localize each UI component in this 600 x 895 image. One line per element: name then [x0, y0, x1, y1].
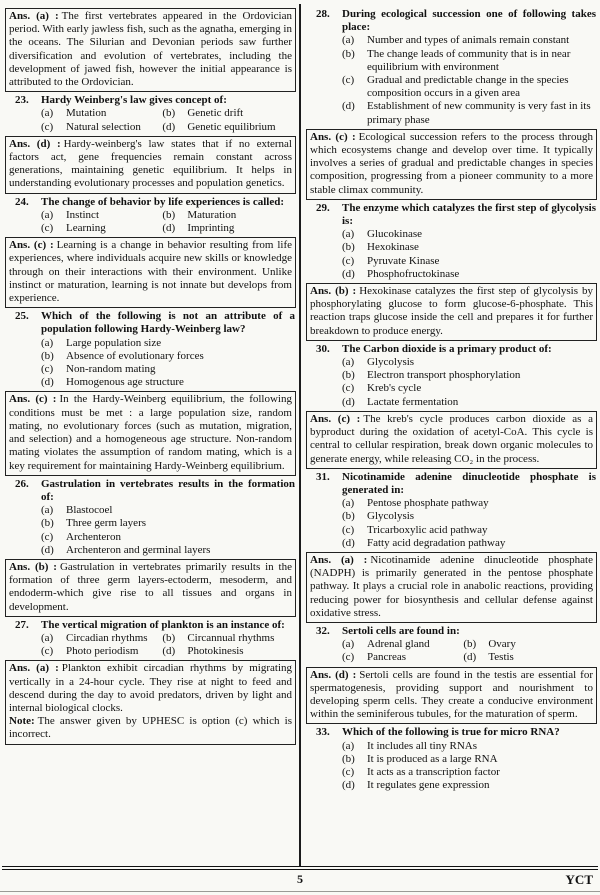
option-text: Photo periodism	[66, 645, 139, 658]
answer-text: Gastrulation in vertebrates primarily results in the formation of three germ layers-ectoderm, mesoderm, and endoderm-which give rise to all tissues and organs in development.	[9, 560, 292, 613]
answer-box	[5, 660, 296, 744]
option-c	[342, 524, 597, 537]
option-c	[41, 121, 160, 134]
question-text: Which of the following is not an attribute of a population following Hardy-Weinberg law?	[41, 310, 295, 336]
option-d	[342, 100, 597, 126]
option-label: (c)	[41, 222, 54, 235]
answer-label: Ans. (c) :	[9, 239, 54, 252]
option-c	[41, 222, 160, 235]
answer-label: Ans. (c) :	[310, 130, 356, 143]
option-d	[342, 268, 597, 281]
option-d	[342, 779, 597, 792]
option-text: Phosphofructokinase	[367, 267, 460, 280]
option-label: (a)	[41, 107, 54, 120]
option-text: Archenteron	[66, 530, 121, 543]
answer-box	[306, 667, 597, 725]
option-text: Pentose phosphate pathway	[367, 497, 489, 510]
question-number: 32.	[316, 624, 330, 637]
options-list	[41, 337, 296, 390]
question-head	[306, 8, 597, 34]
option-text: Establishment of new community is very fast in its primary phase	[367, 100, 591, 126]
option-b	[162, 632, 296, 645]
options-list	[342, 638, 597, 664]
option-text: Non-random mating	[66, 363, 156, 376]
option-label: (b)	[162, 631, 176, 644]
question-block	[306, 471, 597, 550]
option-label: (d)	[41, 376, 54, 389]
question-head	[5, 478, 296, 504]
question-number: 29.	[316, 201, 330, 214]
option-a	[41, 337, 296, 350]
option-text: Natural selection	[66, 120, 141, 133]
option-text: Electron transport phosphorylation	[367, 369, 521, 382]
publisher-mark: YCT	[565, 872, 593, 887]
option-text: Fatty acid degradation pathway	[367, 536, 506, 549]
question-number: 30.	[316, 342, 330, 355]
answer-box	[306, 552, 597, 623]
option-b	[342, 510, 597, 523]
answer-paragraph	[9, 138, 292, 191]
question-head	[5, 196, 296, 209]
option-b	[162, 209, 296, 222]
question-block	[306, 8, 597, 127]
option-text: Three germ layers	[66, 517, 147, 530]
option-label: (d)	[41, 543, 54, 556]
answer-box	[5, 237, 296, 308]
question-head	[306, 625, 597, 638]
option-label: (c)	[342, 382, 355, 395]
answer-text: Nicotinamide adenine dinucleotide phosphate (NADPH) is primarily generated in the pentose phosphate pathway. It plays a crucial role in anabolic reactions, providing reducing power for biosynthesis and cellular defense against oxidative stress.	[310, 553, 593, 619]
option-d	[41, 376, 296, 389]
option-text: Circadian rhythms	[66, 631, 148, 644]
option-label: (b)	[41, 517, 54, 530]
option-text: Learning	[66, 222, 106, 235]
answer-text: Hardy-weinberg's law states that if no external factors act, gene frequencies remain constant across generations, maintaining genetic equilibrium. It helps in understanding evolutionary processes and population genetics.	[9, 137, 292, 190]
option-label: (a)	[342, 638, 355, 651]
note-text: The answer given by UPHESC is option (c) which is incorrect.	[9, 715, 292, 741]
option-text: Adrenal gland	[367, 638, 430, 651]
question-text: Which of the following is true for micro RNA?	[342, 726, 560, 739]
options-list	[342, 228, 597, 281]
option-label: (a)	[342, 739, 355, 752]
option-text: Genetic drift	[187, 107, 244, 120]
answer-paragraph	[9, 662, 292, 715]
question-text: The Carbon dioxide is a primary product of:	[342, 342, 552, 355]
option-d	[162, 645, 296, 658]
option-label: (a)	[41, 208, 54, 221]
option-c	[41, 531, 296, 544]
option-b	[41, 517, 296, 530]
options-list	[41, 504, 296, 557]
option-text: Pyruvate Kinase	[367, 254, 440, 267]
option-text: Glycolysis	[367, 510, 415, 523]
question-head	[306, 202, 597, 228]
option-a	[342, 228, 597, 241]
option-b	[342, 48, 597, 74]
answer-text: Hexokinase catalyzes the first step of glycolysis by phosphorylating glucose to form glucose-6-phosphate. This reaction traps glucose inside the cell and prepares it for further breakdown to produce energy.	[310, 285, 593, 337]
answer-box	[5, 559, 296, 617]
question-head	[5, 619, 296, 632]
answer-text: Sertoli cells are found in the testis are essential for spermatogenesis, providing support and nourishment to developing sperm cells. They create a conducive environment within the seminiferous tubules, for the maturation of sperm.	[310, 668, 593, 721]
option-text: Maturation	[187, 208, 237, 221]
answer-paragraph	[310, 669, 593, 722]
answer-text: The kreb's cycle produces carbon dioxide as a byproduct during the oxidation of acetyl-CoA. This cycle is central to cellular respiration, break down organic molecules to generate energy, while releasing CO₂ in the process.	[310, 412, 593, 465]
option-d	[342, 537, 597, 550]
note-label: Note:	[9, 715, 35, 728]
options-list	[342, 34, 597, 126]
question-block	[5, 196, 296, 236]
question-text: During ecological succession one of following takes place:	[342, 8, 596, 34]
option-a	[41, 504, 296, 517]
option-label: (c)	[342, 765, 355, 778]
option-a	[41, 209, 160, 222]
option-label: (d)	[342, 395, 355, 408]
option-a	[41, 107, 160, 120]
option-label: (c)	[41, 363, 54, 376]
option-text: Blastocoel	[66, 504, 113, 517]
option-text: Pancreas	[367, 651, 407, 664]
option-label: (d)	[342, 536, 355, 549]
column-divider	[299, 4, 301, 866]
answer-label: Ans. (b) :	[310, 285, 357, 298]
option-label: (d)	[463, 651, 477, 664]
option-text: Glucokinase	[367, 228, 422, 241]
option-d	[162, 121, 296, 134]
question-block	[5, 478, 296, 557]
option-c	[342, 74, 597, 100]
option-label: (c)	[342, 651, 355, 664]
option-label: (b)	[463, 638, 477, 651]
question-head	[306, 471, 597, 497]
option-text: Archenteron and germinal layers	[66, 543, 211, 556]
options-list	[41, 632, 296, 658]
answer-text: Ecological succession refers to the process through which ecosystems change and develop over time. It typically involves a series of gradual and predictable changes in species composition, progressing from a pioneer community to a more stable climax community.	[310, 130, 593, 196]
options-list	[342, 356, 597, 409]
question-block	[5, 619, 296, 659]
option-label: (d)	[162, 222, 176, 235]
answer-box	[5, 391, 296, 475]
page-number: 5	[297, 872, 303, 886]
question-text: The vertical migration of plankton is an instance of:	[41, 618, 285, 631]
question-number: 26.	[15, 477, 29, 490]
option-text: Number and types of animals remain constant	[367, 34, 570, 47]
answer-paragraph	[9, 239, 292, 305]
option-a	[342, 638, 461, 651]
option-label: (a)	[41, 504, 54, 517]
question-head	[306, 726, 597, 739]
question-block	[5, 310, 296, 389]
answer-label: Ans. (c) :	[9, 393, 57, 406]
option-d	[342, 396, 597, 409]
option-text: Homogenous age structure	[66, 376, 184, 389]
option-text: Photokinesis	[187, 645, 244, 658]
options-list	[342, 497, 597, 550]
question-number: 33.	[316, 726, 330, 739]
question-number: 25.	[15, 310, 29, 323]
question-block	[306, 726, 597, 792]
option-text: The change leads of community that is in near equilibrium with environment	[367, 47, 571, 73]
option-text: Tricarboxylic acid pathway	[367, 523, 488, 536]
question-block	[306, 343, 597, 409]
option-text: Gradual and predictable change in the species composition occurs in a given area	[367, 74, 569, 100]
answer-label: Ans. (a) :	[9, 10, 59, 22]
option-text: Lactate fermentation	[367, 395, 459, 408]
option-label: (a)	[342, 228, 355, 241]
option-label: (c)	[41, 120, 54, 133]
page-bottom-edge	[0, 891, 600, 892]
question-number: 23.	[15, 94, 29, 107]
option-c	[342, 382, 597, 395]
answer-label: Ans. (a) :	[9, 662, 59, 675]
answer-paragraph	[310, 554, 593, 620]
question-text: Sertoli cells are found in:	[342, 624, 460, 637]
answer-box	[5, 8, 296, 92]
option-c	[342, 255, 597, 268]
option-label: (c)	[41, 645, 54, 658]
option-text: It is produced as a large RNA	[367, 752, 498, 765]
options-list	[41, 209, 296, 235]
option-b	[463, 638, 597, 651]
question-block	[306, 625, 597, 665]
answer-paragraph	[310, 413, 593, 466]
option-label: (a)	[41, 631, 54, 644]
question-head	[5, 94, 296, 107]
option-text: Absence of evolutionary forces	[66, 349, 204, 362]
option-d	[162, 222, 296, 235]
answer-box	[5, 136, 296, 194]
option-label: (d)	[162, 120, 176, 133]
answer-text: In the Hardy-Weinberg equilibrium, the following conditions must be met : a large population size, random mating, no evolutionary forces (such as mutation, migration, and selection) and a homogeneous age structure. Non-random mating violates the assumption of random mating, which is a key requirement for maintaining Hardy-Weinberg equilibrium.	[9, 393, 292, 472]
question-block	[5, 94, 296, 134]
option-text: It acts as a transcription factor	[367, 765, 500, 778]
question-number: 27.	[15, 618, 29, 631]
option-text: Instinct	[66, 208, 99, 221]
option-label: (b)	[342, 510, 355, 523]
option-label: (d)	[162, 645, 176, 658]
option-text: Glycolysis	[367, 356, 415, 369]
answer-label: Ans. (d) :	[9, 137, 61, 150]
option-label: (b)	[41, 349, 54, 362]
answer-box	[306, 411, 597, 469]
options-list	[342, 740, 597, 793]
option-label: (d)	[342, 100, 355, 113]
option-label: (b)	[342, 241, 355, 254]
option-c	[342, 651, 461, 664]
option-text: Hexokinase	[367, 241, 419, 254]
option-text: It includes all tiny RNAs	[367, 739, 477, 752]
option-text: Genetic equilibrium	[187, 120, 276, 133]
question-text: The change of behavior by life experiences is called:	[41, 195, 284, 208]
option-a	[342, 356, 597, 369]
question-head	[5, 310, 296, 336]
question-text: Nicotinamide adenine dinucleotide phosphate is generated in:	[342, 470, 596, 496]
option-b	[342, 241, 597, 254]
option-c	[342, 766, 597, 779]
option-label: (d)	[342, 267, 355, 280]
column-right	[306, 7, 597, 794]
answer-label: Ans. (b) :	[9, 560, 57, 573]
option-a	[342, 740, 597, 753]
options-list	[41, 107, 296, 133]
option-a	[41, 632, 160, 645]
answer-label: Ans. (c) :	[310, 412, 361, 425]
answer-box	[306, 283, 597, 341]
option-label: (c)	[342, 74, 355, 87]
question-text: The enzyme which catalyzes the first step of glycolysis is:	[342, 201, 596, 228]
option-text: Kreb's cycle	[367, 382, 422, 395]
option-d	[41, 544, 296, 557]
option-b	[342, 369, 597, 382]
option-b	[342, 753, 597, 766]
question-number: 31.	[316, 470, 330, 483]
option-a	[342, 34, 597, 47]
option-label: (b)	[162, 208, 176, 221]
question-block	[306, 202, 597, 281]
answer-paragraph	[9, 10, 292, 89]
answer-paragraph	[9, 561, 292, 614]
answer-label: Ans. (d) :	[310, 668, 357, 681]
answer-note	[9, 715, 292, 741]
question-text: Hardy Weinberg's law gives concept of:	[41, 94, 227, 107]
option-text: Circannual rhythms	[187, 631, 275, 644]
answer-text: Plankton exhibit circadian rhythms by migrating vertically in a 24-hour cycle. They rise at night to feed and descend during the day to avoid predators, driven by light and internal biological clocks.	[9, 662, 292, 714]
answer-box	[306, 129, 597, 200]
option-text: Large population size	[66, 336, 162, 349]
answer-paragraph	[9, 393, 292, 472]
option-label: (a)	[342, 34, 355, 47]
option-label: (a)	[342, 356, 355, 369]
option-b	[162, 107, 296, 120]
option-label: (b)	[342, 752, 355, 765]
answer-label: Ans. (a) :	[310, 553, 368, 566]
option-label: (c)	[342, 254, 355, 267]
option-label: (c)	[342, 523, 355, 536]
option-b	[41, 350, 296, 363]
answer-paragraph	[310, 131, 593, 197]
question-text: Gastrulation in vertebrates results in the formation of:	[41, 477, 295, 503]
option-text: It regulates gene expression	[367, 779, 490, 792]
option-label: (a)	[342, 497, 355, 510]
option-text: Testis	[488, 651, 514, 664]
option-label: (d)	[342, 779, 355, 792]
question-number: 24.	[15, 195, 29, 208]
option-c	[41, 645, 160, 658]
option-label: (a)	[41, 336, 54, 349]
page-footer	[0, 873, 600, 891]
column-left	[5, 7, 296, 747]
answer-paragraph	[310, 285, 593, 338]
option-a	[342, 497, 597, 510]
option-c	[41, 363, 296, 376]
option-d	[463, 651, 597, 664]
answer-text: Learning is a change in behavior resulting from life experiences, where individuals acquire new skills or knowledge through on their interactions with their environment. Unlike instinct or maturation, learning is not innate but develops from experience.	[9, 239, 292, 305]
option-text: Mutation	[66, 107, 107, 120]
question-head	[306, 343, 597, 356]
option-text: Ovary	[488, 638, 516, 651]
question-number: 28.	[316, 8, 330, 20]
option-label: (c)	[41, 530, 54, 543]
answer-text: The first vertebrates appeared in the Ordovician period. With early jawless fish, such as the agnatha, emerging in the oceans. The Silurian and Devonian periods saw further diversification and evolution of vertebrates, including the development of jawed fish, however the initial appearance is attributed to the Ordovician.	[9, 10, 292, 89]
footer-rule	[2, 866, 598, 870]
option-text: Imprinting	[187, 222, 235, 235]
option-label: (b)	[342, 369, 355, 382]
option-label: (b)	[342, 47, 355, 60]
option-label: (b)	[162, 107, 176, 120]
